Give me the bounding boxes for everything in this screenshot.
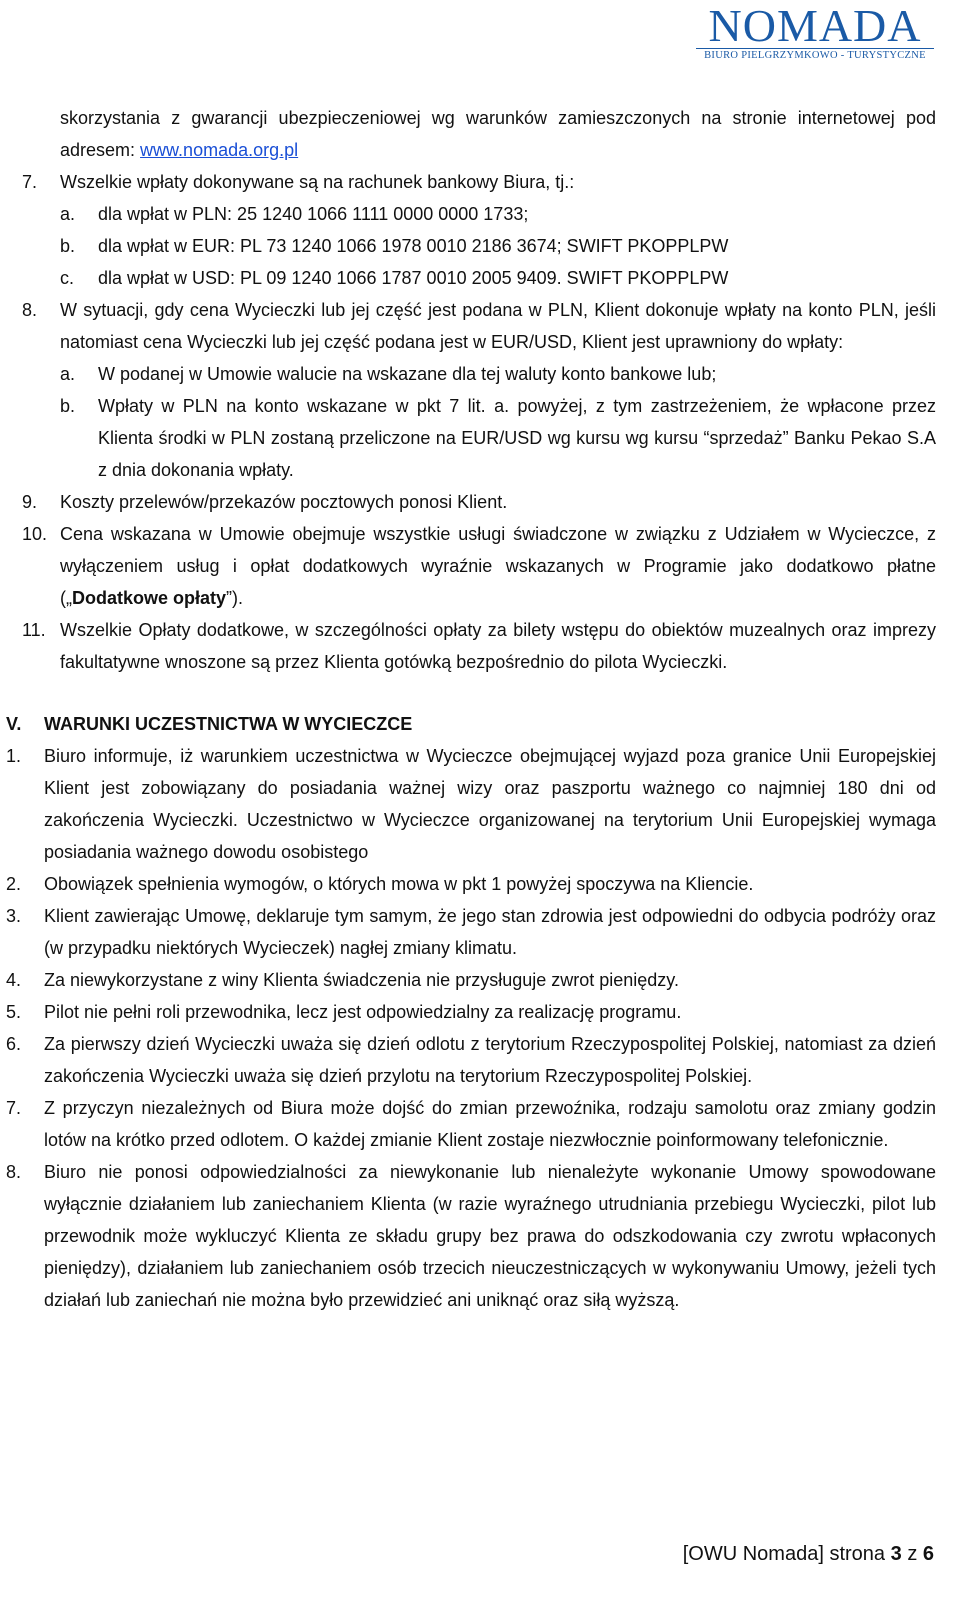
item-10-bold-term: Dodatkowe opłaty bbox=[72, 588, 227, 608]
item-7c-letter: c. bbox=[60, 268, 75, 288]
page-footer bbox=[683, 1538, 934, 1570]
list-item-number: 8. bbox=[6, 1162, 22, 1182]
item-11 bbox=[0, 614, 960, 678]
company-logo bbox=[696, 0, 934, 61]
footer-label: [OWU Nomada] bbox=[682, 1543, 824, 1565]
list-item-number: 1. bbox=[6, 746, 22, 766]
item-9-text: Koszty przelewów/przekazów pocztowych ponosi Klient. bbox=[60, 492, 508, 512]
item-11-text: Wszelkie Opłaty dodatkowe, w szczególności opłaty za bilety wstępu do obiektów muzealnych oraz imprezy fakultatywne wnoszone są przez Klienta gotówką bezpośrednio do pilota Wycieczki. bbox=[60, 620, 936, 672]
item-7b-letter: b. bbox=[60, 236, 76, 256]
footer-of-word: z bbox=[907, 1543, 918, 1565]
list-item bbox=[0, 740, 960, 868]
section-v-heading bbox=[0, 708, 960, 740]
list-item-number: 2. bbox=[6, 874, 22, 894]
list-item-text: Obowiązek spełnienia wymogów, o których mowa w pkt 1 powyżej spoczywa na Kliencie. bbox=[44, 874, 754, 894]
item-7b bbox=[0, 230, 960, 262]
list-item bbox=[0, 1092, 960, 1156]
item-8-text: W sytuacji, gdy cena Wycieczki lub jej część jest podana w PLN, Klient dokonuje wpłaty na konto PLN, jeśli natomiast cena Wycieczki lub jej część podana jest w EUR/USD, Klient jest uprawniony do wpłaty: bbox=[60, 300, 936, 352]
section-v-list bbox=[0, 740, 960, 1316]
item-8b bbox=[0, 390, 960, 486]
list-item-text: Biuro informuje, iż warunkiem uczestnictwa w Wycieczce obejmującej wyjazd poza granice Unii Europejskiej Klient jest zobowiązany do posiadania ważnej wizy oraz paszportu ważnego co najmniej 180 dni od zakończenia Wycieczki. Uczestnictwo w Wycieczce organizowanej na terytorium Unii Europejskiej wymaga posiadania ważnego dowodu osobistego bbox=[44, 746, 936, 862]
lead-paragraph bbox=[0, 102, 960, 166]
item-8b-text: Wpłaty w PLN na konto wskazane w pkt 7 lit. a. powyżej, z tym zastrzeżeniem, że wpłacone przez Klienta środki w PLN zostaną przeliczone na EUR/USD wg kursu wg kursu “sprzedaż” Banku Pekao S.A z dnia dokonania wpłaty. bbox=[98, 396, 936, 480]
item-8a-text: W podanej w Umowie walucie na wskazane dla tej waluty konto bankowe lub; bbox=[98, 364, 717, 384]
logo-name: NOMADA bbox=[708, 0, 922, 51]
item-8-number: 8. bbox=[22, 300, 38, 320]
item-8a-letter: a. bbox=[60, 364, 76, 384]
item-7a-letter: a. bbox=[60, 204, 76, 224]
item-10-number: 10. bbox=[22, 524, 48, 544]
item-7a-text: dla wpłat w PLN: 25 1240 1066 1111 0000 0000 1733; bbox=[98, 204, 529, 224]
list-item bbox=[0, 996, 960, 1028]
list-item-number: 3. bbox=[6, 906, 22, 926]
item-7 bbox=[0, 166, 960, 198]
item-7a bbox=[0, 198, 960, 230]
item-10-text: Cena wskazana w Umowie obejmuje wszystkie usługi świadczone w związku z Udziałem w Wycieczce, z wyłączeniem usług i opłat dodatkowych wyraźnie wskazanych w Programie jako dodatkowo płatne („ bbox=[60, 524, 936, 608]
list-item bbox=[0, 964, 960, 996]
list-item-number: 4. bbox=[6, 970, 22, 990]
item-8a bbox=[0, 358, 960, 390]
item-10-text-end: ”). bbox=[226, 588, 244, 608]
list-item-number: 5. bbox=[6, 1002, 22, 1022]
list-item bbox=[0, 1028, 960, 1092]
item-8 bbox=[0, 294, 960, 358]
item-7-number: 7. bbox=[22, 172, 38, 192]
item-7b-text: dla wpłat w EUR: PL 73 1240 1066 1978 0010 2186 3674; SWIFT PKOPPLPW bbox=[98, 236, 729, 256]
item-10 bbox=[0, 518, 960, 614]
list-item-text: Za pierwszy dzień Wycieczki uważa się dzień odlotu z terytorium Rzeczypospolitej Polskiej, natomiast za dzień zakończenia Wycieczki uważa się dzień przylotu na terytorium Rzeczypospolitej Polskiej. bbox=[44, 1034, 936, 1086]
list-item-text: Pilot nie pełni roli przewodnika, lecz jest odpowiedzialny za realizację programu. bbox=[44, 1002, 682, 1022]
item-8b-letter: b. bbox=[60, 396, 76, 416]
website-link[interactable]: www.nomada.org.pl bbox=[140, 140, 299, 160]
document-body bbox=[0, 102, 960, 1316]
list-item-text: Biuro nie ponosi odpowiedzialności za niewykonanie lub nienależyte wykonanie Umowy spowodowane wyłącznie działaniem lub zaniechaniem Klienta (w razie wyraźnego utrudniania przebiegu Wycieczki, pilot lub przewodnik może wykluczyć Klienta ze składu grupy bez prawa do odszkodowania czy zwrotu wpłaconych pieniędzy), działaniem lub zaniechaniem osób trzecich nieuczestniczących w wykonywaniu Umowy, jeżeli tych działań lub zaniechań nie można było przewidzieć ani uniknąć oraz siłą wyższą. bbox=[44, 1162, 936, 1310]
logo-subtitle: BIURO PIELGRZYMKOWO - TURYSTYCZNE bbox=[696, 48, 934, 61]
list-item-text: Klient zawierając Umowę, deklaruje tym samym, że jego stan zdrowia jest odpowiedni do odbycia podróży oraz (w przypadku niektórych Wycieczek) nagłej zmiany klimatu. bbox=[44, 906, 936, 958]
lead-text: skorzystania z gwarancji ubezpieczeniowej wg warunków zamieszczonych na stronie internetowej pod adresem: bbox=[60, 108, 936, 160]
list-item-text: Za niewykorzystane z winy Klienta świadczenia nie przysługuje zwrot pieniędzy. bbox=[44, 970, 679, 990]
item-9-number: 9. bbox=[22, 492, 38, 512]
list-item-number: 7. bbox=[6, 1098, 22, 1118]
section-v-number: V. bbox=[6, 714, 22, 734]
item-7c-text: dla wpłat w USD: PL 09 1240 1066 1787 0010 2005 9409. SWIFT PKOPPLPW bbox=[98, 268, 729, 288]
item-11-number: 11. bbox=[22, 620, 46, 640]
section-v-title: WARUNKI UCZESTNICTWA W WYCIECZCE bbox=[44, 714, 413, 734]
list-item bbox=[0, 868, 960, 900]
item-7-text: Wszelkie wpłaty dokonywane są na rachunek bankowy Biura, tj.: bbox=[60, 172, 575, 192]
list-item bbox=[0, 900, 960, 964]
list-item-number: 6. bbox=[6, 1034, 22, 1054]
list-item-text: Z przyczyn niezależnych od Biura może dojść do zmian przewoźnika, rodzaju samolotu oraz zmiany godzin lotów na krótko przed odlotem. O każdej zmianie Klient zostaje niezwłocznie poinformowany telefonicznie. bbox=[44, 1098, 936, 1150]
item-7c bbox=[0, 262, 960, 294]
item-9 bbox=[0, 486, 960, 518]
footer-current-page: 3 bbox=[890, 1543, 902, 1565]
footer-total-pages: 6 bbox=[922, 1543, 934, 1565]
list-item bbox=[0, 1156, 960, 1316]
footer-page-word: strona bbox=[829, 1543, 886, 1565]
